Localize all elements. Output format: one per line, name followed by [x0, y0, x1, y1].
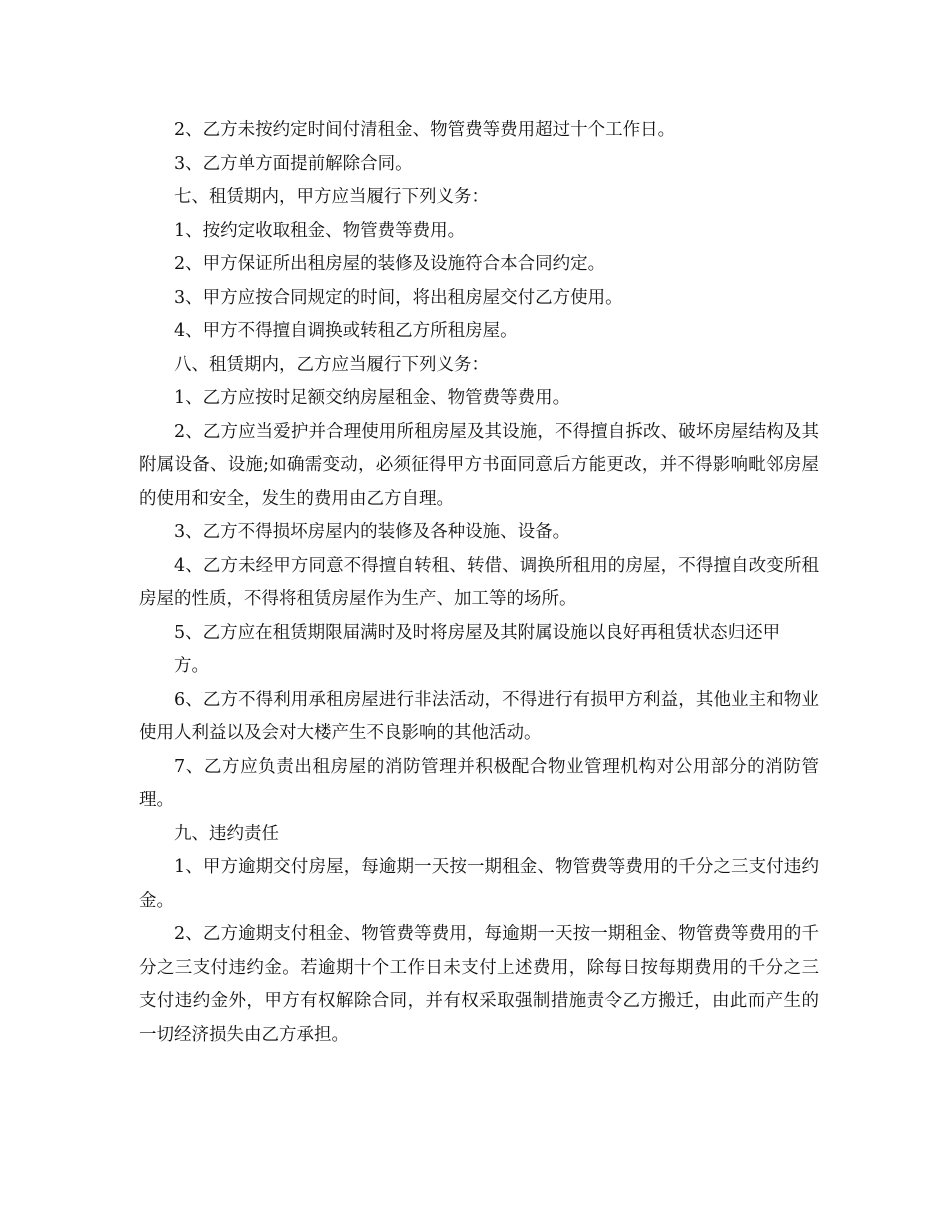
section-heading-7: 七、租赁期内，甲方应当履行下列义务： [174, 187, 489, 207]
paragraph-8: 2、乙方应当爱护并合理使用所租房屋及其设施，不得擅自拆改、破坏房屋结构及其附属设备、设施;如确需变动，必须征得甲方书面同意后方能更改，并不得影响毗邻房屋的使用和安全，发生的费用由乙方自理。 [139, 421, 819, 509]
section-heading-9: 九、违约责任 [174, 823, 279, 844]
paragraph-13: 7、乙方应负责出租房屋的消防管理并积极配合物业管理机构对公用部分的消防管理。 [139, 756, 819, 810]
paragraph-15: 2、乙方逾期支付租金、物管费等费用，每逾期一天按一期租金、物管费等费用的千分之三支付违约金。若逾期十个工作日未支付上述费用，除每日按每期费用的千分之三支付违约金外，甲方有权解除合同，并有权采取强制措施责令乙方搬迁，由此而产生的一切经济损失由乙方承担。 [139, 924, 819, 1045]
paragraph-9: 3、乙方不得损坏房屋内的装修及各种设施、设备。 [174, 522, 571, 542]
paragraph-14: 1、甲方逾期交付房屋，每逾期一天按一期租金、物管费等费用的千分之三支付违约金。 [139, 857, 819, 911]
paragraph-11-continued: 方。 [174, 656, 209, 676]
paragraph-4: 2、甲方保证所出租房屋的装修及设施符合本合同约定。 [174, 254, 606, 274]
paragraph-7: 1、乙方应按时足额交纳房屋租金、物管费等费用。 [174, 388, 571, 408]
paragraph-3: 1、按约定收取租金、物管费等费用。 [174, 220, 466, 241]
paragraph-11: 5、乙方应在租赁期限届满时及时将房屋及其附属设施以良好再租赁状态归还甲 [174, 622, 781, 643]
section-heading-8: 八、租赁期内，乙方应当履行下列义务： [174, 354, 489, 375]
paragraph-6: 4、甲方不得擅自调换或转租乙方所租房屋。 [174, 321, 518, 341]
paragraph-5: 3、甲方应按合同规定的时间，将出租房屋交付乙方使用。 [174, 287, 623, 308]
paragraph-12: 6、乙方不得利用承租房屋进行非法活动，不得进行有损甲方利益，其他业主和物业使用人利益以及会对大楼产生不良影响的其他活动。 [139, 689, 819, 743]
document-body [139, 114, 819, 1052]
paragraph-2: 3、乙方单方面提前解除合同。 [174, 153, 413, 174]
paragraph-10: 4、乙方未经甲方同意不得擅自转租、转借、调换所租用的房屋，不得擅自改变所租房屋的性质，不得将租赁房屋作为生产、加工等的场所。 [139, 555, 819, 609]
paragraph-1: 2、乙方未按约定时间付清租金、物管费等费用超过十个工作日。 [174, 120, 676, 140]
